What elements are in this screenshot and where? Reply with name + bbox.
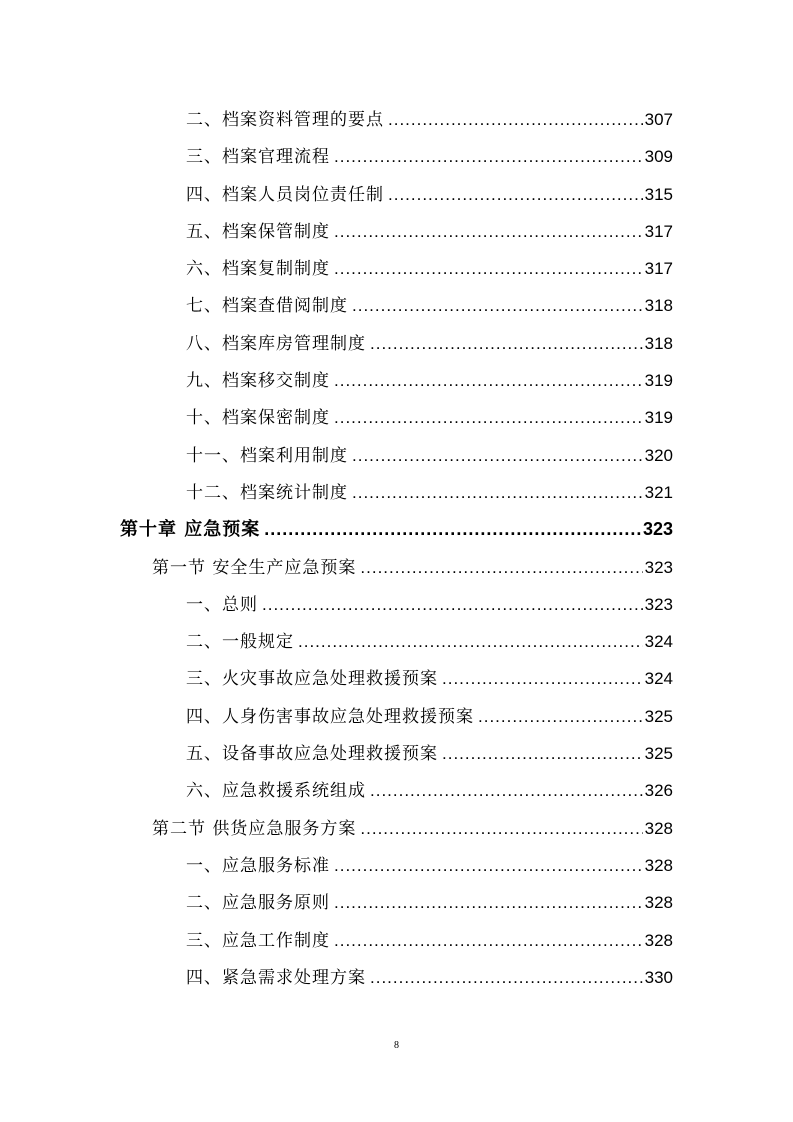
toc-leader-dots — [352, 287, 643, 324]
toc-leader-dots — [334, 847, 643, 884]
toc-entry-item[interactable] — [0, 623, 793, 660]
toc-leader-dots — [334, 399, 643, 436]
toc-entry-section[interactable] — [0, 810, 793, 847]
toc-leader-dots — [334, 138, 643, 175]
toc-leader-dots — [352, 474, 643, 511]
toc-entry-title: 一、总则 — [186, 594, 258, 615]
toc-entry-page-number: 318 — [644, 333, 673, 353]
toc-entry-page-number: 307 — [644, 110, 673, 129]
toc-entry-title: 十二、档案统计制度 — [186, 482, 348, 503]
table-of-contents — [0, 101, 793, 996]
toc-entry-chapter[interactable] — [0, 511, 793, 548]
toc-entry-item[interactable] — [0, 399, 793, 436]
toc-entry-item[interactable] — [0, 959, 793, 996]
toc-entry-item[interactable] — [0, 586, 793, 623]
toc-entry-page-number: 317 — [644, 259, 673, 279]
toc-entry-title: 四、人身伤害事故应急处理救援预案 — [186, 706, 474, 727]
toc-entry-title: 一、应急服务标准 — [186, 855, 330, 876]
toc-entry-section[interactable] — [0, 549, 793, 586]
toc-entry-page-number: 319 — [644, 371, 673, 391]
toc-entry-title: 四、紧急需求处理方案 — [186, 967, 366, 988]
toc-leader-dots — [334, 362, 643, 399]
toc-entry-page-number: 319 — [644, 408, 673, 428]
toc-entry-title: 二、一般规定 — [186, 632, 294, 653]
toc-entry-page-number: 321 — [644, 482, 673, 502]
toc-entry-item[interactable] — [0, 250, 793, 287]
toc-entry-title: 六、档案复制制度 — [186, 259, 330, 280]
toc-entry-page-number: 330 — [644, 967, 673, 987]
toc-leader-dots — [298, 623, 643, 660]
toc-leader-dots — [334, 213, 643, 250]
page-number: 8 — [394, 1040, 399, 1051]
toc-entry-title: 第一节 安全生产应急预案 — [152, 557, 357, 578]
toc-entry-title: 三、应急工作制度 — [186, 930, 330, 951]
toc-entry-item[interactable] — [0, 138, 793, 175]
toc-leader-dots — [334, 250, 643, 287]
toc-leader-dots — [388, 176, 643, 213]
toc-leader-dots — [478, 698, 643, 735]
toc-entry-page-number: 325 — [644, 706, 673, 726]
toc-entry-item[interactable] — [0, 437, 793, 474]
toc-entry-page-number: 328 — [644, 930, 673, 950]
toc-entry-page-number: 309 — [644, 147, 673, 167]
toc-entry-page-number: 328 — [644, 893, 673, 913]
toc-entry-page-number: 318 — [644, 296, 673, 316]
toc-entry-title: 第二节 供货应急服务方案 — [152, 818, 357, 839]
toc-entry-title: 二、应急服务原则 — [186, 893, 330, 914]
toc-entry-title: 七、档案查借阅制度 — [186, 296, 348, 317]
toc-entry-title: 三、档案官理流程 — [186, 147, 330, 168]
toc-entry-title: 第十章 应急预案 — [120, 519, 261, 541]
toc-leader-dots — [442, 660, 643, 697]
toc-entry-item[interactable] — [0, 101, 793, 138]
toc-entry-title: 八、档案库房管理制度 — [186, 333, 366, 354]
toc-entry-item[interactable] — [0, 735, 793, 772]
toc-leader-dots — [334, 884, 643, 921]
toc-entry-item[interactable] — [0, 213, 793, 250]
toc-entry-page-number: 323 — [642, 519, 673, 540]
toc-leader-dots — [262, 586, 643, 623]
toc-entry-page-number: 328 — [644, 855, 673, 875]
toc-entry-item[interactable] — [0, 660, 793, 697]
toc-entry-item[interactable] — [0, 884, 793, 921]
toc-entry-title: 二、档案资料管理的要点 — [186, 110, 384, 130]
toc-entry-page-number: 324 — [644, 669, 673, 689]
toc-entry-page-number: 320 — [644, 445, 673, 465]
toc-leader-dots — [352, 437, 643, 474]
toc-leader-dots — [360, 549, 642, 586]
toc-leader-dots — [264, 511, 641, 548]
toc-leader-dots — [388, 101, 643, 138]
toc-entry-page-number: 323 — [644, 557, 673, 577]
toc-entry-title: 五、档案保管制度 — [186, 221, 330, 242]
toc-entry-page-number: 315 — [644, 184, 673, 204]
toc-entry-item[interactable] — [0, 325, 793, 362]
toc-entry-item[interactable] — [0, 922, 793, 959]
toc-entry-item[interactable] — [0, 698, 793, 735]
toc-leader-dots — [370, 325, 643, 362]
toc-entry-item[interactable] — [0, 847, 793, 884]
toc-entry-title: 六、应急救援系统组成 — [186, 781, 366, 802]
toc-entry-page-number: 323 — [644, 594, 673, 614]
toc-entry-title: 三、火灾事故应急处理救援预案 — [186, 669, 438, 690]
toc-entry-item[interactable] — [0, 772, 793, 809]
toc-leader-dots — [442, 735, 643, 772]
toc-entry-title: 十、档案保密制度 — [186, 408, 330, 429]
toc-leader-dots — [334, 922, 643, 959]
toc-entry-page-number: 325 — [644, 744, 673, 764]
toc-entry-item[interactable] — [0, 362, 793, 399]
toc-entry-title: 四、档案人员岗位责任制 — [186, 184, 384, 205]
toc-entry-page-number: 317 — [644, 221, 673, 241]
toc-entry-item[interactable] — [0, 474, 793, 511]
toc-entry-item[interactable] — [0, 287, 793, 324]
toc-entry-page-number: 328 — [644, 818, 673, 838]
toc-entry-item[interactable] — [0, 176, 793, 213]
toc-leader-dots — [370, 959, 643, 996]
toc-entry-page-number: 326 — [644, 781, 673, 801]
toc-entry-title: 十一、档案利用制度 — [186, 445, 348, 466]
toc-entry-title: 九、档案移交制度 — [186, 371, 330, 392]
toc-leader-dots — [370, 772, 643, 809]
toc-leader-dots — [360, 810, 642, 847]
toc-entry-page-number: 324 — [644, 632, 673, 652]
toc-entry-title: 五、设备事故应急处理救援预案 — [186, 744, 438, 765]
